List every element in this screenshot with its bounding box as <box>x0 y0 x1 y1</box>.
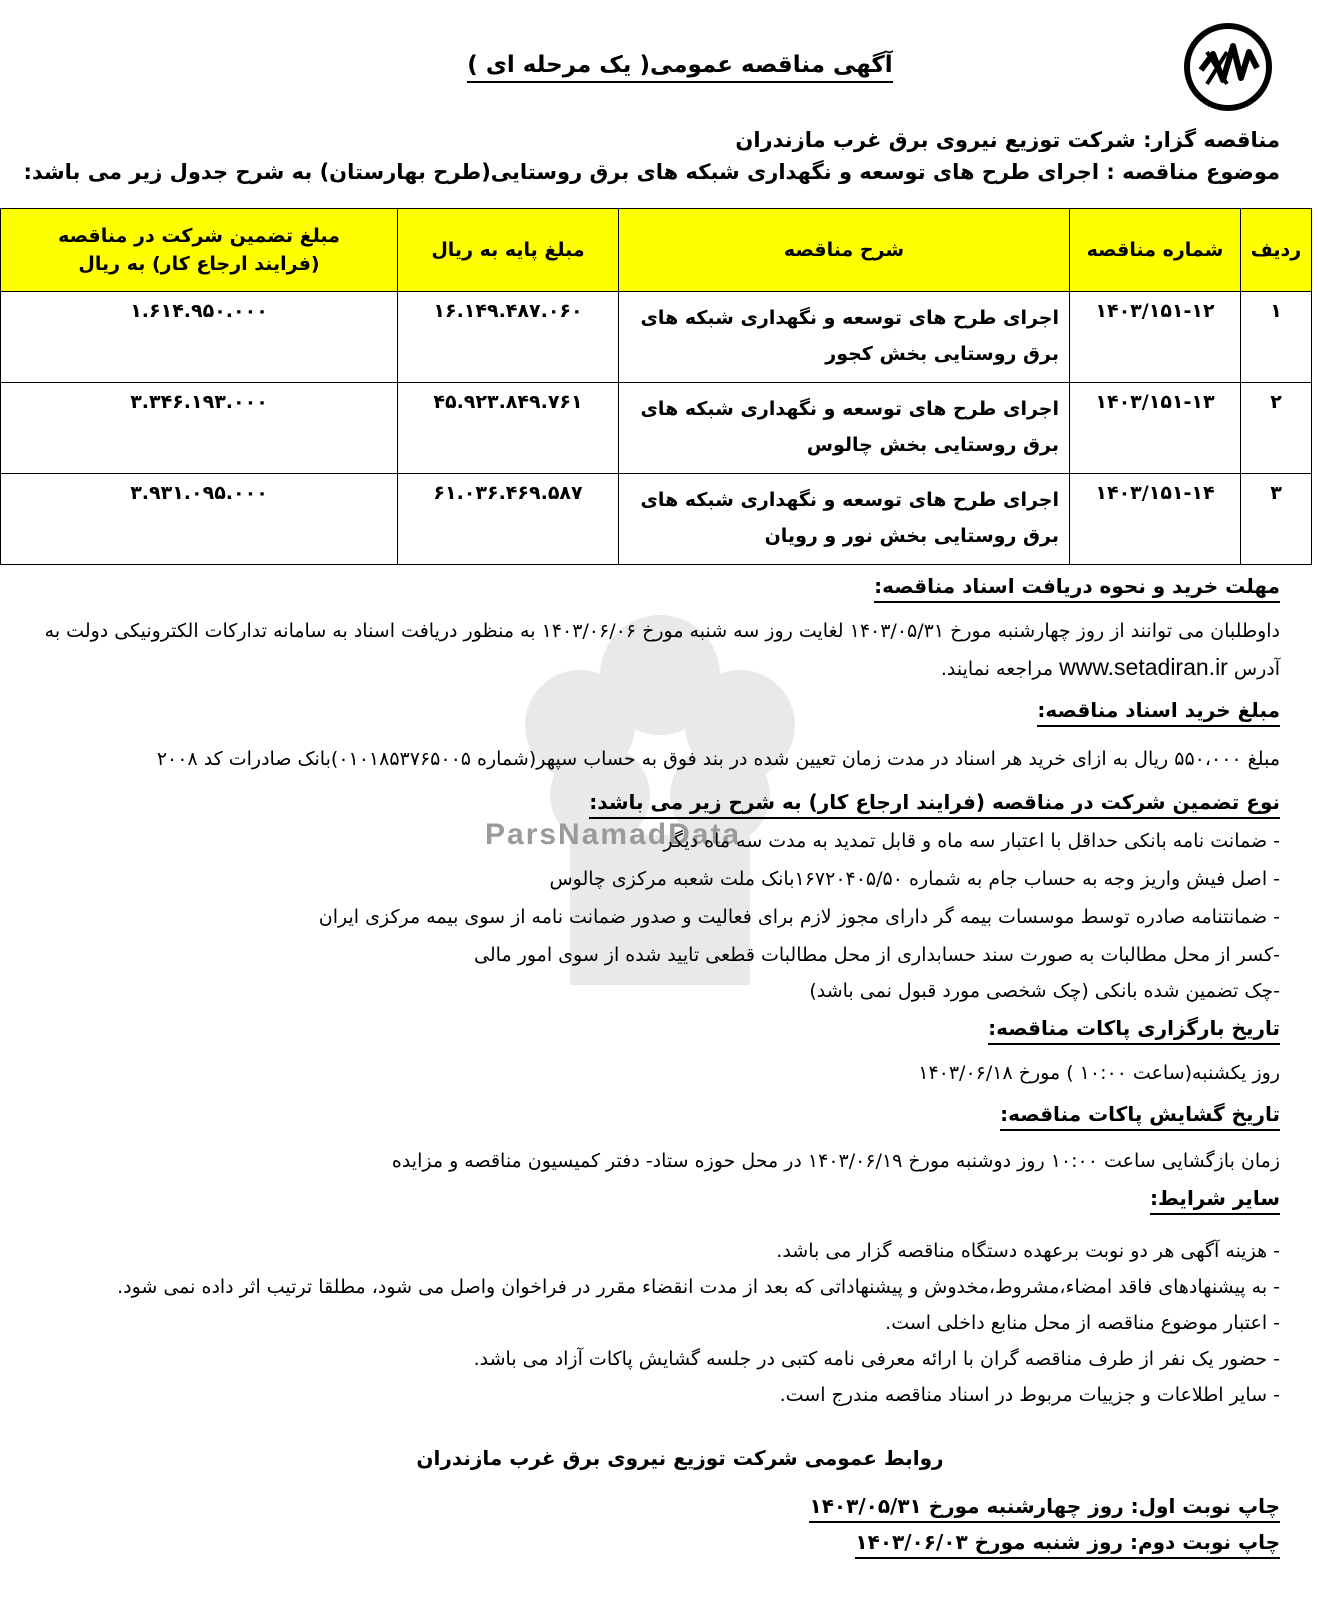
cell-tender-number: ۱۴۰۳/۱۵۱-۱۴ <box>1070 474 1241 565</box>
condition-item: - سایر اطلاعات و جزییات مربوط در اسناد مناقصه مندرج است. <box>779 1384 1280 1406</box>
cell-row: ۲ <box>1241 383 1312 474</box>
cell-description: اجرای طرح های توسعه و نگهداری شبکه های برق روستایی بخش کجور <box>619 292 1070 383</box>
header-guarantee-line2: (فرایند ارجاع کار) به ریال <box>78 253 320 275</box>
cell-tender-number: ۱۴۰۳/۱۵۱-۱۲ <box>1070 292 1241 383</box>
company-logo-icon <box>1183 22 1273 112</box>
guarantee-item: - ضمانتنامه صادره توسط موسسات بیمه گر دارای مجوز لازم برای فعالیت و صدور ضمانت نامه از سوی بیمه مرکزی ایران <box>318 906 1280 928</box>
header-base-amount: مبلغ پایه به ریال <box>398 209 619 292</box>
opening-text: زمان بازگشایی ساعت ۱۰:۰۰ روز دوشنبه مورخ ۱۴۰۳/۰۶/۱۹ در محل حوزه ستاد- دفتر کمیسیون مناقصه و مزایده <box>391 1150 1280 1172</box>
cell-base-amount: ۱۶.۱۴۹.۴۸۷.۰۶۰ <box>398 292 619 383</box>
cell-row: ۱ <box>1241 292 1312 383</box>
submission-heading: تاریخ بارگزاری پاکات مناقصه: <box>988 1016 1280 1040</box>
deadline-suffix: مراجعه نمایند. <box>940 658 1054 680</box>
table-row <box>1 292 1312 383</box>
header-row-number: ردیف <box>1241 209 1312 292</box>
cell-base-amount: ۴۵.۹۲۳.۸۴۹.۷۶۱ <box>398 383 619 474</box>
public-relations-signature: روابط عمومی شرکت توزیع نیروی برق غرب مازندران <box>416 1446 944 1470</box>
cell-guarantee-amount: ۱.۶۱۴.۹۵۰.۰۰۰ <box>1 292 398 383</box>
condition-item: - حضور یک نفر از طرف مناقصه گران با ارائه معرفی نامه کتبی در جلسه گشایش پاکات آزاد می باشد. <box>473 1348 1280 1370</box>
tenderer-line: مناقصه گزار: شرکت توزیع نیروی برق غرب مازندران <box>735 128 1280 152</box>
price-text: مبلغ ۵۵۰،۰۰۰ ریال به ازای خرید هر اسناد در مدت زمان تعیین شده در بند فوق به حساب سپهر(شماره ۰۱۰۱۸۵۳۷۶۵۰۰۵)بانک صادرات کد ۲۰۰۸ <box>156 748 1280 770</box>
condition-item: - اعتبار موضوع مناقصه از محل منابع داخلی است. <box>885 1312 1280 1334</box>
header-guarantee-amount <box>1 209 398 292</box>
guarantee-item: - ضمانت نامه بانکی حداقل با اعتبار سه ماه و قابل تمدید به مدت سه ماه دیگر <box>663 830 1280 852</box>
deadline-prefix: آدرس <box>1233 658 1280 680</box>
subject-line: موضوع مناقصه : اجرای طرح های توسعه و نگهداری شبکه های برق روستایی(طرح بهارستان) به شرح جدول زیر می باشد: <box>23 160 1280 184</box>
header-description: شرح مناقصه <box>619 209 1070 292</box>
condition-item: - هزینه آگهی هر دو نوبت برعهده دستگاه مناقصه گزار می باشد. <box>776 1240 1280 1262</box>
submission-text: روز یکشنبه(ساعت ۱۰:۰۰ ) مورخ ۱۴۰۳/۰۶/۱۸ <box>918 1062 1280 1084</box>
table-header-row <box>1 209 1312 292</box>
deadline-text-line1: داوطلبان می توانند از روز چهارشنبه مورخ ۱۴۰۳/۰۵/۳۱ لغایت روز سه شنبه مورخ ۱۴۰۳/۰۶/۰۶ به منظور دریافت اسناد به سامانه تدارکات الکترونیکی دولت به <box>44 620 1280 642</box>
cell-row: ۳ <box>1241 474 1312 565</box>
notice-title: آگهی مناقصه عمومی( یک مرحله ای ) <box>400 52 960 78</box>
header-guarantee-line1: مبلغ تضمین شرکت در مناقصه <box>58 225 340 247</box>
guarantee-item: - اصل فیش واریز وجه به حساب جام به شماره ۱۶۷۲۰۴۰۵/۵۰بانک ملت شعبه مرکزی چالوس <box>549 868 1280 890</box>
table-row <box>1 383 1312 474</box>
cell-base-amount: ۶۱.۰۳۶.۴۶۹.۵۸۷ <box>398 474 619 565</box>
table-row <box>1 474 1312 565</box>
tenders-table <box>0 208 1312 565</box>
other-conditions-heading: سایر شرایط: <box>1150 1186 1280 1210</box>
cell-description: اجرای طرح های توسعه و نگهداری شبکه های برق روستایی بخش چالوس <box>619 383 1070 474</box>
second-print-date: چاپ نوبت دوم: روز شنبه مورخ ۱۴۰۳/۰۶/۰۳ <box>855 1530 1280 1554</box>
cell-tender-number: ۱۴۰۳/۱۵۱-۱۳ <box>1070 383 1241 474</box>
guarantee-types-heading: نوع تضمین شرکت در مناقصه (فرایند ارجاع کار) به شرح زیر می باشد: <box>589 790 1280 814</box>
guarantee-item: -کسر از محل مطالبات به صورت سند حسابداری از محل مطالبات قطعی تایید شده از سوی امور مالی <box>474 944 1280 966</box>
condition-item: - به پیشنهادهای فاقد امضاء،مشروط،مخدوش و پیشنهاداتی که بعد از مدت انقضاء مقرر در فراخوان واصل می شود، مطلقا ترتیب اثر داده نمی شود. <box>117 1276 1280 1298</box>
first-print-date: چاپ نوبت اول: روز چهارشنبه مورخ ۱۴۰۳/۰۵/۳۱ <box>809 1494 1280 1518</box>
watermark-brand: ParsNamadData <box>485 818 742 851</box>
cell-guarantee-amount: ۳.۹۳۱.۰۹۵.۰۰۰ <box>1 474 398 565</box>
cell-description: اجرای طرح های توسعه و نگهداری شبکه های برق روستایی بخش نور و رویان <box>619 474 1070 565</box>
opening-heading: تاریخ گشایش پاکات مناقصه: <box>1000 1102 1280 1126</box>
deadline-heading: مهلت خرید و نحوه دریافت اسناد مناقصه: <box>874 574 1280 598</box>
guarantee-item: -چک تضمین شده بانکی (چک شخصی مورد قبول نمی باشد) <box>809 980 1280 1002</box>
price-heading: مبلغ خرید اسناد مناقصه: <box>1037 698 1280 722</box>
header-tender-number: شماره مناقصه <box>1070 209 1241 292</box>
setadiran-link[interactable]: www.setadiran.ir <box>1059 654 1228 680</box>
cell-guarantee-amount: ۳.۳۴۶.۱۹۳.۰۰۰ <box>1 383 398 474</box>
deadline-text-line2 <box>941 654 1280 681</box>
